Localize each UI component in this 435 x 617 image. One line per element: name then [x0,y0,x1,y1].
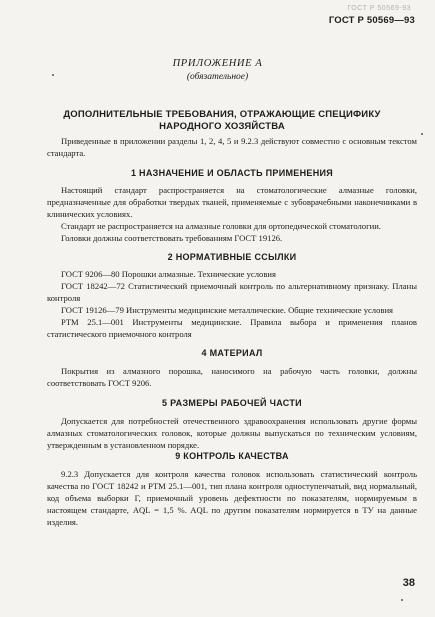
standard-number: ГОСТ Р 50569—93 [328,15,415,26]
intro-block [47,135,417,159]
reference-item: ГОСТ 9206—80 Порошки алмазные. Технические условия [61,269,276,279]
section-9-heading: 9 КОНТРОЛЬ КАЧЕСТВА [175,451,289,461]
section-5-body [47,415,417,451]
reference-item: РТМ 25.1—001 Инструменты медицинские. Правила выбора и применения планов статистического приемочного контроля [47,317,417,339]
section-5-paragraph: Допускается для потребностей отечественного здравоохранения использовать другие формы алмазных стоматологических головок, которые должны выпускаться по техническим условиям, утвержденным в установленном порядке. [47,416,417,450]
main-heading: ДОПОЛНИТЕЛЬНЫЕ ТРЕБОВАНИЯ, ОТРАЖАЮЩИЕ СПЕЦИФИКУ НАРОДНОГО ХОЗЯЙСТВА [63,109,381,132]
appendix-title: ПРИЛОЖЕНИЕ А [172,58,263,69]
scan-speck [52,74,54,76]
section-4-paragraph: Покрытия из алмазного порошка, наносимого на рабочую часть головки, должны соответствовать ГОСТ 9206. [47,366,417,388]
section-1-paragraph-2: Стандарт не распространяется на алмазные головки для ортопедической стоматологии. [61,221,381,231]
scan-speck [401,599,403,601]
scan-speck [421,133,423,135]
intro-paragraph: Приведенные в приложении разделы 1, 2, 4, 5 и 9.2.3 действуют совместно с основным текстом стандарта. [47,136,417,158]
section-4-body [47,365,417,389]
section-9-body [47,468,417,528]
section-1-paragraph-3: Головки должны соответствовать требованиям ГОСТ 19126. [61,233,283,243]
appendix-subtitle: (обязательное) [186,72,249,82]
page-number: 38 [402,577,415,589]
reference-item: ГОСТ 19126—79 Инструменты медицинские металлические. Общие технические условия [61,305,393,315]
section-2-heading: 2 НОРМАТИВНЫЕ ССЫЛКИ [167,252,297,262]
section-5-heading: 5 РАЗМЕРЫ РАБОЧЕЙ ЧАСТИ [162,398,302,408]
reference-item: ГОСТ 18242—72 Статистический приемочный контроль по альтернативному признаку. Планы контроля [47,281,417,303]
section-4-heading: 4 МАТЕРИАЛ [201,348,263,358]
section-1-body [47,184,417,244]
section-9-paragraph: 9.2.3 Допускается для контроля качества головок использовать статистический контроль качества по ГОСТ 18242 и РТМ 25.1—001, тип плана контроля одноступенчатый, вид нормальный, код объема выборки Г, приемочный уровень дефектности по показателям, нормируемым в настоящем стандарте, AQL = 1,5 %. AQL по другим показателям нормируется в ТУ на данные изделия. [47,469,417,527]
section-1-paragraph-1: Настоящий стандарт распространяется на стоматологические алмазные головки, предназначенные для обработки твердых тканей, применяемые с зубоврачебными наконечниками в клинических условиях. [47,185,417,219]
section-2-body [47,268,417,340]
faint-stamp: ГОСТ Р 50569-93 [347,5,411,12]
section-1-heading: 1 НАЗНАЧЕНИЕ И ОБЛАСТЬ ПРИМЕНЕНИЯ [130,168,334,178]
